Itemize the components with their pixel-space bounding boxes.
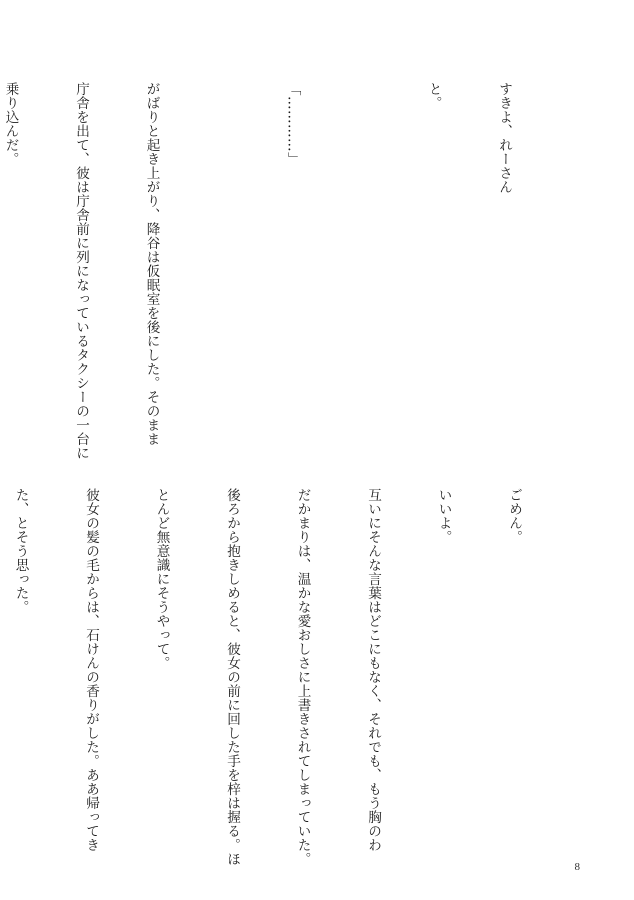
text-block-top xyxy=(0,82,562,460)
text-line: ごめん。 xyxy=(506,488,522,544)
text-line: とんど無意識にそうやって。 xyxy=(153,488,170,670)
text-line: 後ろから抱きしめると、彼女の前に回した手を梓は握る。ほ xyxy=(224,488,240,866)
text-line: いいよ。 xyxy=(435,488,452,544)
text-block-bottom xyxy=(0,488,572,866)
text-line: すきよ、れーさん xyxy=(496,82,512,194)
text-line: 「…………」 xyxy=(284,82,301,166)
text-line: 乗り込んだ。 xyxy=(2,82,19,166)
text-line: た、とそう思った。 xyxy=(12,488,29,614)
text-line: 庁舎を出て、彼は庁舎前に列になっているタクシーの一台に xyxy=(73,82,89,460)
text-line: がばりと起き上がり、降谷は仮眠室を後にした。そのまま xyxy=(143,82,160,446)
text-line: 彼女の髪の毛からは、石けんの香りがした。ああ帰ってき xyxy=(83,488,99,852)
text-line xyxy=(351,82,375,442)
text-line xyxy=(210,82,234,442)
text-line: 互いにそんな言葉はどこにもなく、それでも、もう胸のわ xyxy=(365,488,381,852)
text-line: と。 xyxy=(425,82,442,110)
page-number: 8 xyxy=(574,861,580,873)
text-line: だかまりは、温かな愛おしさに上書きされてしまっていた。 xyxy=(294,488,311,866)
